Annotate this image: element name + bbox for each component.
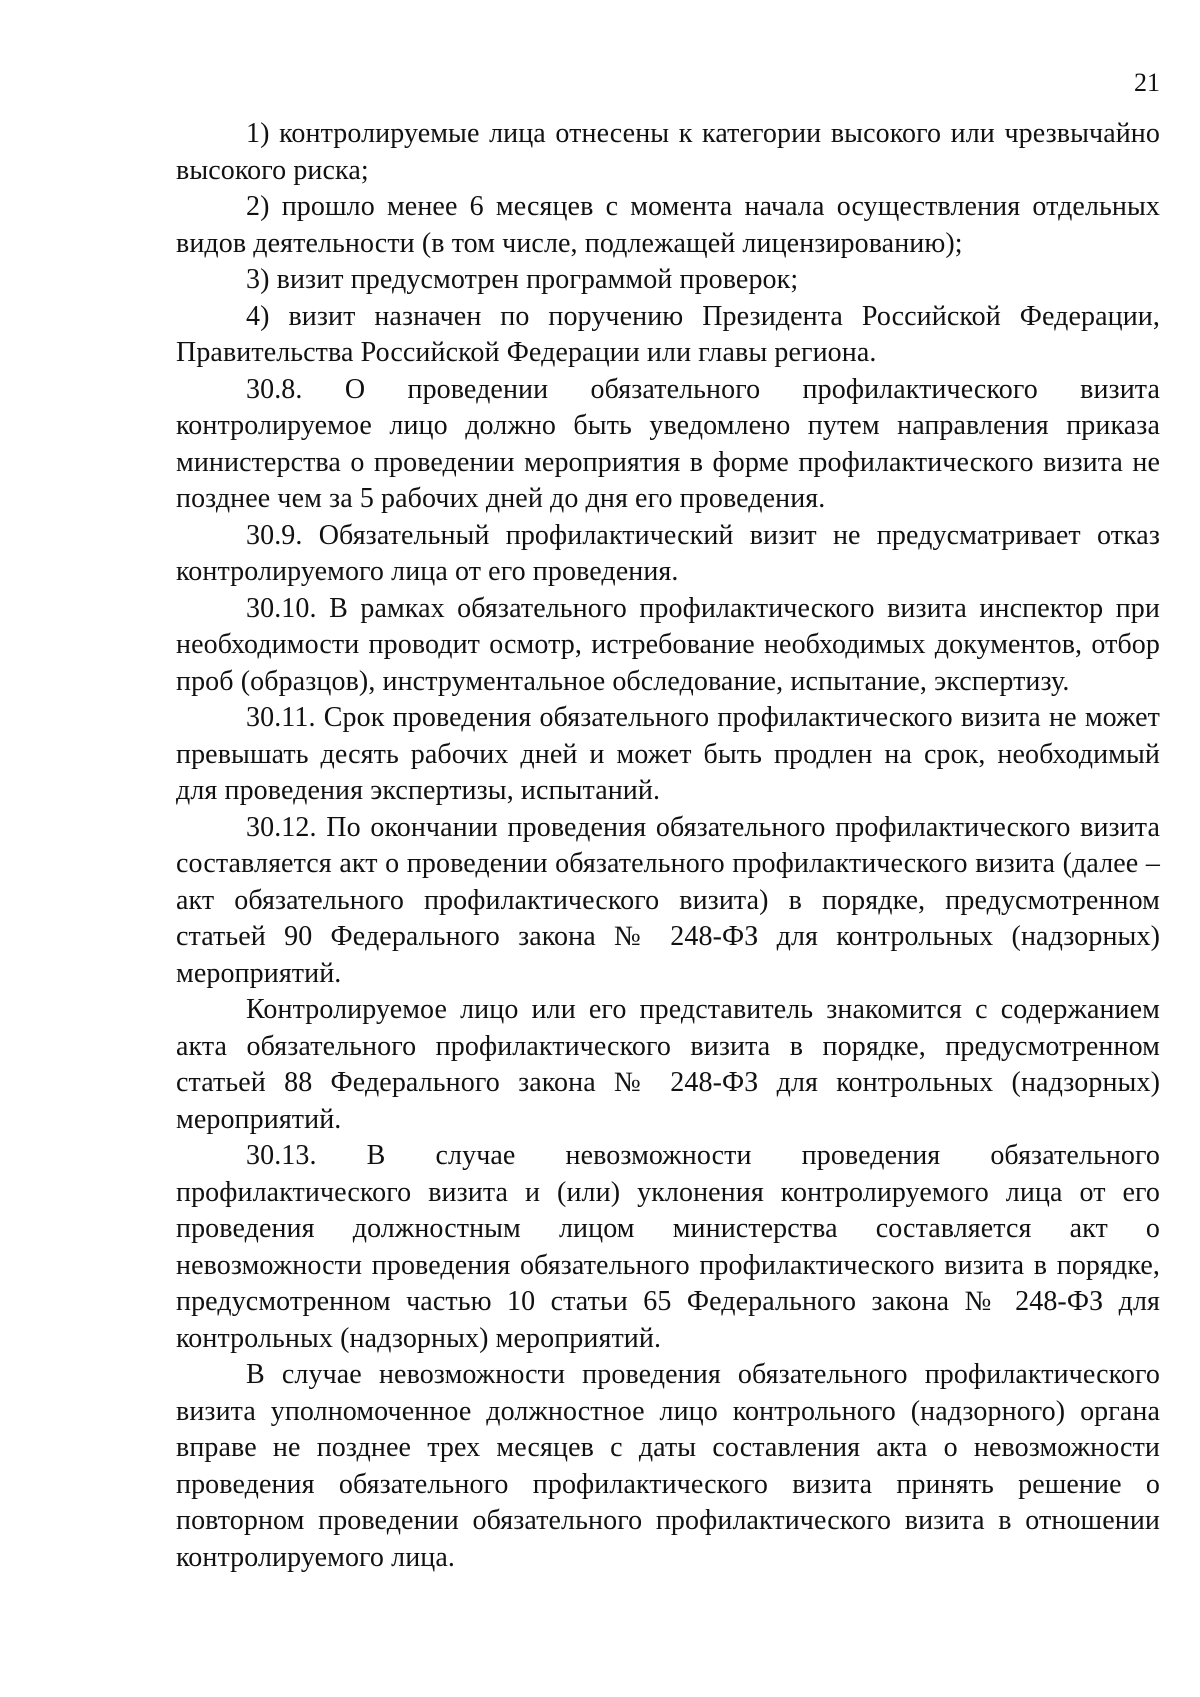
list-item-1: 1) контролируемые лица отнесены к категории высокого или чрезвычайно высокого риска;: [176, 118, 1160, 186]
clause-30-11: 30.11. Срок проведения обязательного профилактического визита не может превышать десять рабочих дней и может быть продлен на срок, необходимый для проведения экспертизы, испытаний.: [176, 702, 1160, 806]
clause-30-8: 30.8. О проведении обязательного профилактического визита контролируемое лицо должно быть уведомлено путем направления приказа министерства о проведении мероприятия в форме профилактического визита не позднее чем за 5 рабочих дней до дня его проведения.: [176, 373, 1160, 514]
clause-30-9: 30.9. Обязательный профилактический визит не предусматривает отказ контролируемого лица от его проведения.: [176, 519, 1160, 587]
document-body: [176, 116, 1160, 1576]
clause-30-12: 30.12. По окончании проведения обязательного профилактического визита составляется акт о проведении обязательного профилактического визита (далее – акт обязательного профилактического визита) в порядке, предусмотренном статьей 90 Федерального закона № 248-ФЗ для контрольных (надзорных) мероприятий.: [176, 811, 1160, 989]
page-number: 21: [1134, 68, 1160, 97]
clause-30-12-continuation: Контролируемое лицо или его представитель знакомится с содержанием акта обязательного профилактического визита в порядке, предусмотренном статьей 88 Федерального закона № 248-ФЗ для контрольных (надзорных) мероприятий.: [176, 994, 1160, 1135]
clause-30-13-continuation: В случае невозможности проведения обязательного профилактического визита уполномоченное должностное лицо контрольного (надзорного) органа вправе не позднее трех месяцев с даты составления акта о невозможности проведения обязательного профилактического визита принять решение о повторном проведении обязательного профилактического визита в отношении контролируемого лица.: [176, 1359, 1160, 1573]
clause-30-10: 30.10. В рамках обязательного профилактического визита инспектор при необходимости проводит осмотр, истребование необходимых документов, отбор проб (образцов), инструментальное обследование, испытание, экспертизу.: [176, 592, 1160, 697]
list-item-3: 3) визит предусмотрен программой проверок;: [246, 264, 799, 295]
clause-30-13: 30.13. В случае невозможности проведения обязательного профилактического визита и (или) уклонения контролируемого лица от его проведения должностным лицом министерства составляется акт о невозможности проведения обязательного профилактического визита в порядке, предусмотренном частью 10 статьи 65 Федерального закона № 248-ФЗ для контрольных (надзорных) мероприятий.: [176, 1140, 1160, 1354]
list-item-4: 4) визит назначен по поручению Президента Российской Федерации, Правительства Российской Федерации или главы региона.: [176, 300, 1160, 368]
list-item-2: 2) прошло менее 6 месяцев с момента начала осуществления отдельных видов деятельности (в том числе, подлежащей лицензированию);: [176, 191, 1160, 259]
